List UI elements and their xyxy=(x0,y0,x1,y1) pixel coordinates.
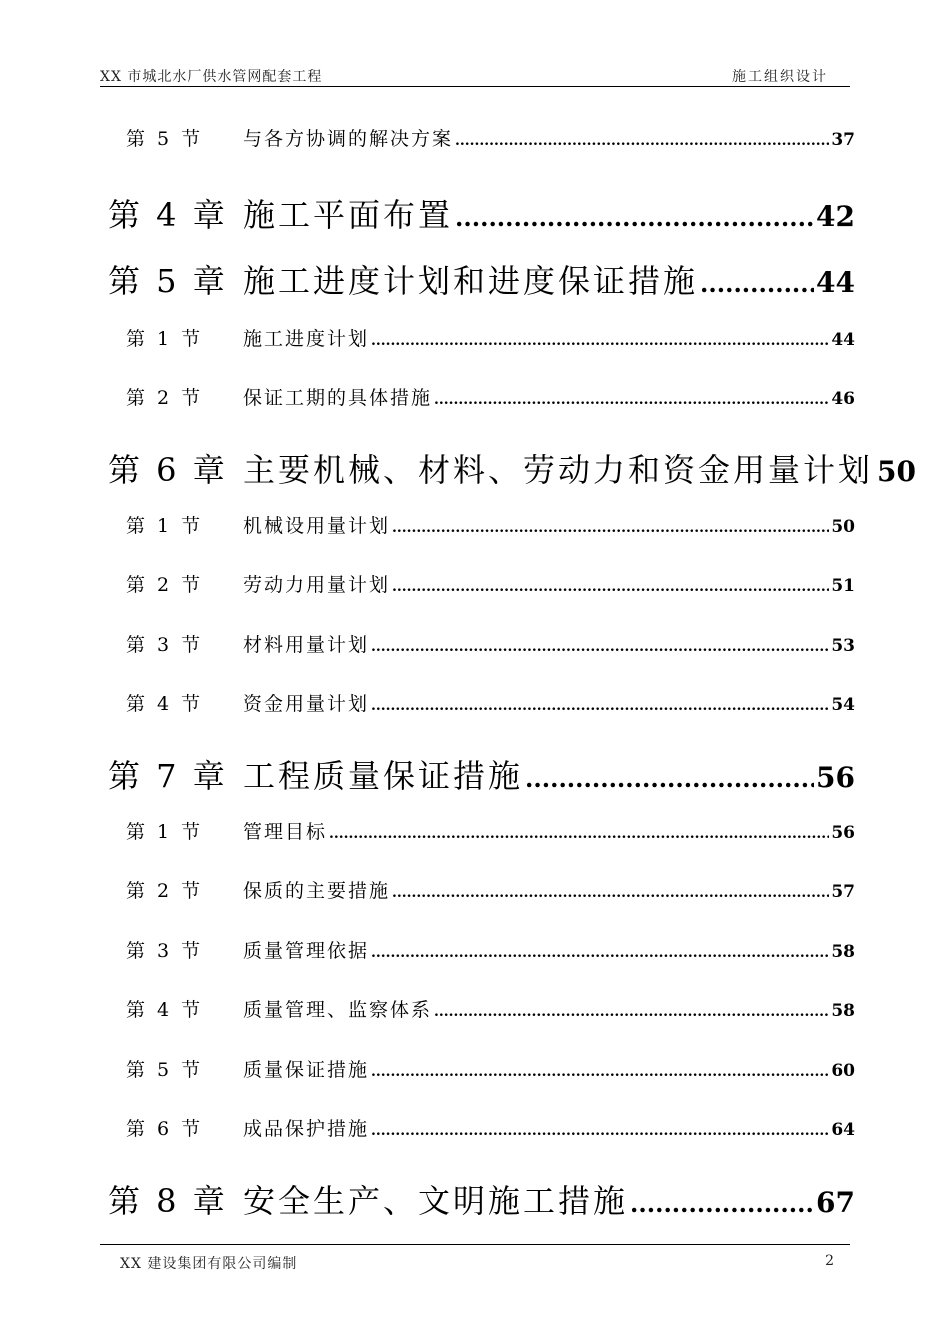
header-document-type: 施工组织设计 xyxy=(732,69,828,85)
toc-entry-page: 50 xyxy=(831,517,855,537)
toc-entry[interactable] xyxy=(0,511,950,538)
toc-entry-page: 58 xyxy=(831,942,855,962)
toc-leader-dots xyxy=(371,1064,829,1080)
toc-leader-dots xyxy=(455,133,829,149)
toc-entry-number: 第 5 节 xyxy=(126,1059,204,1081)
toc-entry-title: 保质的主要措施 xyxy=(243,880,391,902)
toc-entry[interactable] xyxy=(0,1055,950,1082)
toc-chapter-entry[interactable] xyxy=(0,1176,950,1222)
toc-leader-dots xyxy=(525,764,814,793)
toc-entry-title: 材料用量计划 xyxy=(243,634,370,656)
toc-entry-number: 第 2 节 xyxy=(126,574,204,596)
toc-entry-title: 施工进度计划和进度保证措施 xyxy=(243,262,699,300)
toc-entry-number: 第 2 节 xyxy=(126,880,204,902)
toc-leader-dots xyxy=(392,579,829,595)
toc-entry-number: 第 3 节 xyxy=(126,634,204,656)
toc-leader-dots xyxy=(434,1004,829,1020)
toc-entry-page: 46 xyxy=(831,389,855,409)
toc-entry-number: 第 3 节 xyxy=(126,940,204,962)
toc-entry-title: 质量保证措施 xyxy=(243,1059,370,1081)
toc-entry-page: 58 xyxy=(831,1001,855,1021)
toc-leader-dots xyxy=(630,1189,814,1218)
toc-chapter-entry[interactable] xyxy=(0,190,950,236)
footer-page-number: 2 xyxy=(825,1253,834,1269)
toc-entry[interactable] xyxy=(0,876,950,903)
toc-entry[interactable] xyxy=(0,630,950,657)
toc-entry-title: 管理目标 xyxy=(243,821,328,843)
toc-entry-title: 保证工期的具体措施 xyxy=(243,387,433,409)
toc-entry-page: 50 xyxy=(877,455,916,488)
toc-entry-title: 安全生产、文明施工措施 xyxy=(243,1182,629,1220)
toc-entry[interactable] xyxy=(0,324,950,351)
toc-chapter-entry[interactable] xyxy=(0,445,950,491)
toc-entry-page: 44 xyxy=(816,266,855,299)
toc-entry-title: 资金用量计划 xyxy=(243,693,370,715)
toc-entry-page: 42 xyxy=(816,200,855,233)
toc-entry-number: 第 5 章 xyxy=(108,262,228,300)
toc-entry-page: 56 xyxy=(831,823,855,843)
toc-entry-page: 51 xyxy=(831,576,855,596)
toc-entry-page: 53 xyxy=(831,636,855,656)
toc-leader-dots xyxy=(371,1123,829,1139)
toc-entry-page: 67 xyxy=(816,1186,855,1219)
toc-entry-title: 工程质量保证措施 xyxy=(243,757,524,795)
toc-entry-title: 施工进度计划 xyxy=(243,328,370,350)
toc-entry-title: 主要机械、材料、劳动力和资金用量计划 xyxy=(243,451,874,489)
toc-entry-number: 第 4 章 xyxy=(108,196,228,234)
toc-entry-title: 机械设用量计划 xyxy=(243,515,391,537)
toc-entry-number: 第 1 节 xyxy=(126,821,204,843)
toc-entry[interactable] xyxy=(0,689,950,716)
toc-entry-page: 60 xyxy=(831,1061,855,1081)
toc-entry[interactable] xyxy=(0,383,950,410)
toc-entry-number: 第 4 节 xyxy=(126,693,204,715)
page-header xyxy=(100,64,850,87)
page-footer xyxy=(100,1244,850,1275)
toc-entry-number: 第 2 节 xyxy=(126,387,204,409)
toc-leader-dots xyxy=(700,269,814,298)
header-project-name: XX 市城北水厂供水管网配套工程 xyxy=(100,69,323,85)
toc-entry[interactable] xyxy=(0,995,950,1022)
toc-leader-dots xyxy=(392,520,829,536)
toc-leader-dots xyxy=(371,333,829,349)
toc-leader-dots xyxy=(371,698,829,714)
toc-entry[interactable] xyxy=(0,1114,950,1141)
toc-leader-dots xyxy=(455,203,814,232)
toc-leader-dots xyxy=(371,639,829,655)
toc-entry-number: 第 5 节 xyxy=(126,128,204,150)
toc-chapter-entry[interactable] xyxy=(0,256,950,302)
toc-entry-title: 施工平面布置 xyxy=(243,196,454,234)
footer-company-name: XX 建设集团有限公司编制 xyxy=(120,1256,298,1272)
toc-entry-title: 质量管理、监察体系 xyxy=(243,999,433,1021)
toc-entry-number: 第 4 节 xyxy=(126,999,204,1021)
toc-entry[interactable] xyxy=(0,817,950,844)
toc-entry-number: 第 6 节 xyxy=(126,1118,204,1140)
toc-leader-dots xyxy=(392,885,829,901)
toc-entry-number: 第 7 章 xyxy=(108,757,228,795)
toc-entry-page: 54 xyxy=(831,695,855,715)
toc-entry[interactable] xyxy=(0,124,950,151)
toc-entry-page: 57 xyxy=(831,882,855,902)
toc-entry-page: 37 xyxy=(831,130,855,150)
toc-entry-page: 44 xyxy=(831,330,855,350)
toc-entry-number: 第 1 节 xyxy=(126,328,204,350)
toc-entry-page: 64 xyxy=(831,1120,855,1140)
toc-entry-title: 劳动力用量计划 xyxy=(243,574,391,596)
toc-leader-dots xyxy=(434,392,829,408)
toc-leader-dots xyxy=(371,945,829,961)
toc-entry-number: 第 1 节 xyxy=(126,515,204,537)
toc-leader-dots xyxy=(329,826,829,842)
toc-chapter-entry[interactable] xyxy=(0,751,950,797)
toc-entry-title: 成品保护措施 xyxy=(243,1118,370,1140)
toc-entry[interactable] xyxy=(0,570,950,597)
toc-entry-title: 与各方协调的解决方案 xyxy=(243,128,454,150)
toc-entry-number: 第 8 章 xyxy=(108,1182,228,1220)
toc-entry-title: 质量管理依据 xyxy=(243,940,370,962)
toc-entry-number: 第 6 章 xyxy=(108,451,228,489)
toc-entry-page: 56 xyxy=(816,761,855,794)
toc-entry[interactable] xyxy=(0,936,950,963)
